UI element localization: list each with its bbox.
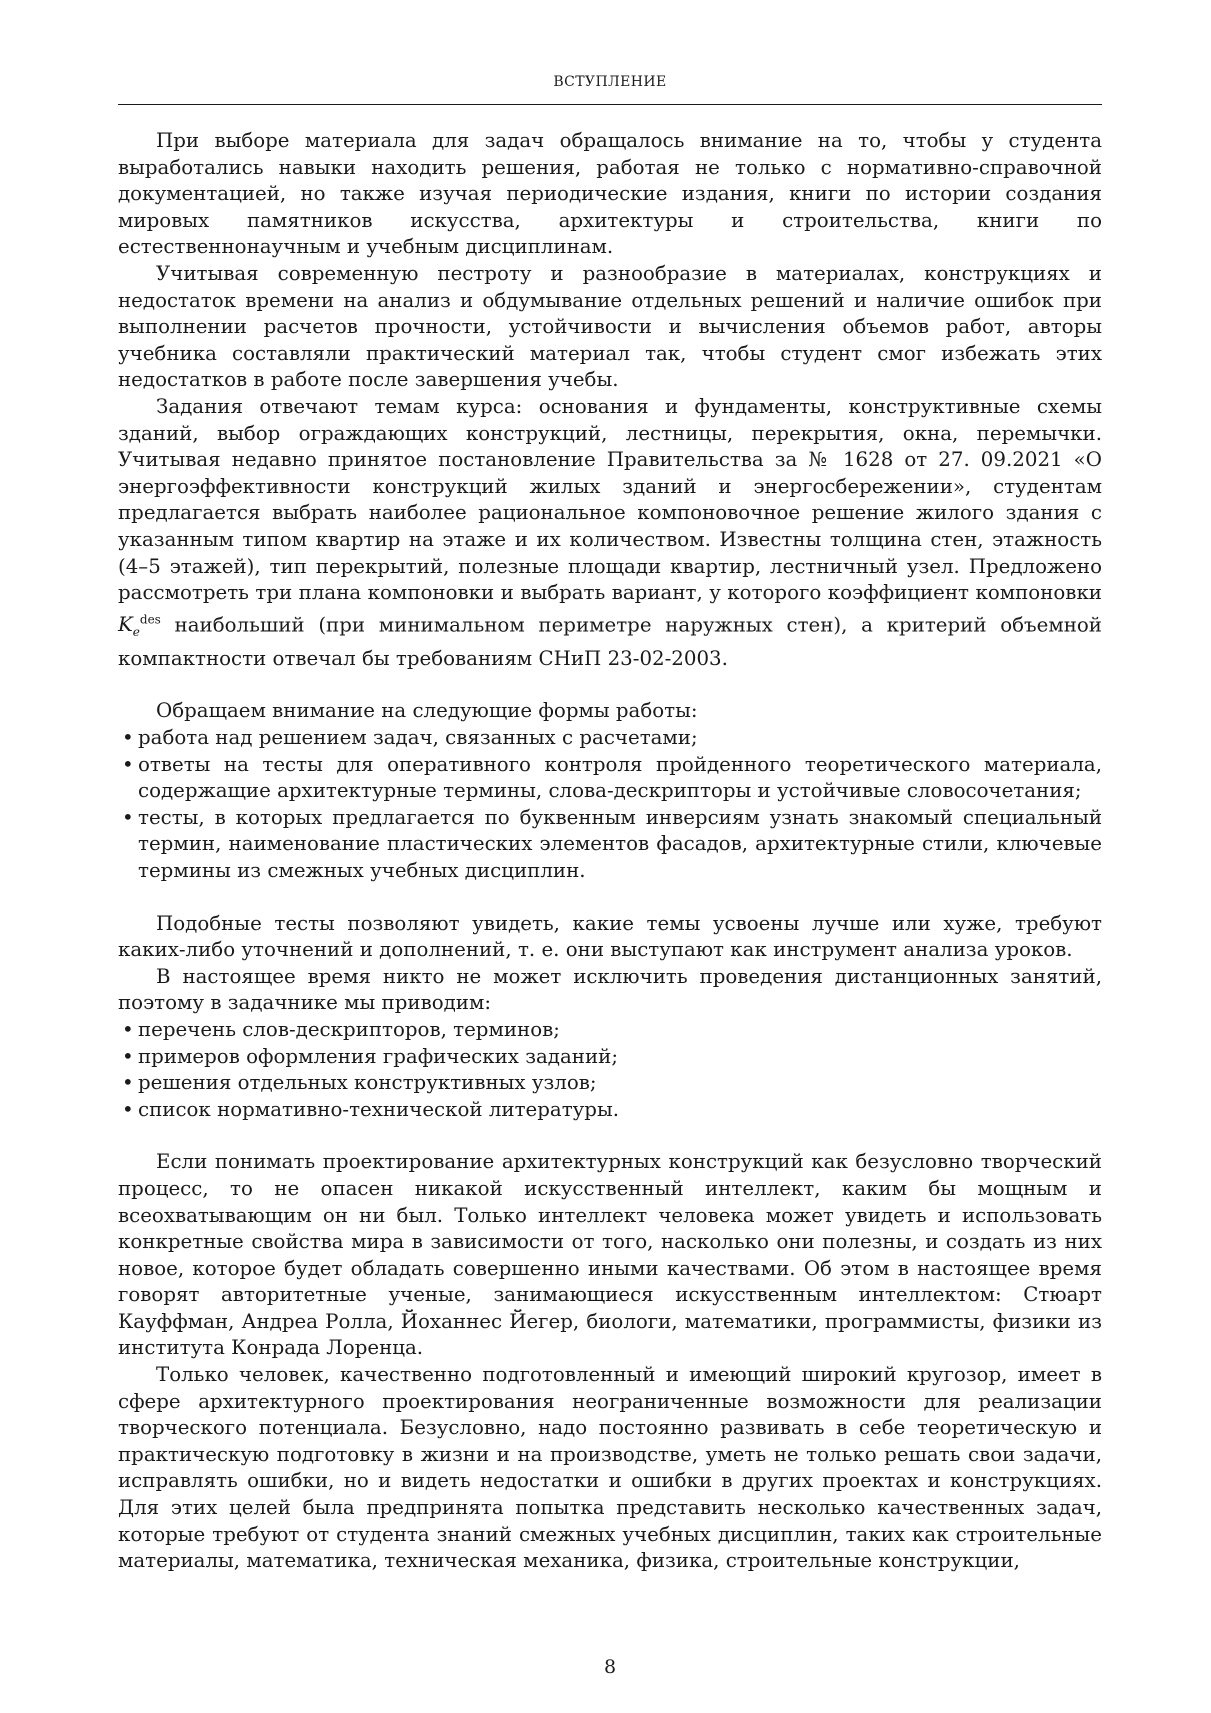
list-item: • работа над решением задач, связанных с расчетами; [118, 725, 1102, 752]
bullet-icon: • [122, 1044, 134, 1068]
paragraph-6: В настоящее время никто не может исключить проведения дистанционных занятий, поэтому в задачнике мы приводим: [118, 964, 1102, 1015]
list-item: • ответы на тесты для оперативного контроля пройденного теоретического материала, содержащие архитектурные термины, слова-дескрипторы и устойчивые словосочетания; [122, 752, 1102, 803]
coefficient-superscript: des [139, 612, 161, 627]
work-forms-list [118, 725, 1102, 885]
paragraph-7: Если понимать проектирование архитектурных конструкций как безусловно творческий процесс, то не опасен никакой искусственный интеллект, каким бы мощным и всеохватывающим он ни был. Только интеллект человека может увидеть и использовать конкретные свойства мира в зависимости от того, насколько они полезны, и создать из них новое, которое будет обладать совершенно иными качествами. Об этом в настоящее время говорят авторитетные ученые, занимающиеся искусственным интеллектом: Стюарт Кауффман, Андреа Ролла, Йоханнес Йегер, биологи, математики, программисты, физики из института Конрада Лоренца. [118, 1150, 1102, 1360]
bullet-icon: • [122, 805, 134, 829]
paragraph-3 [118, 394, 1102, 672]
list-item: • примеров оформления графических заданий; [118, 1044, 1102, 1071]
paragraph-5: Подобные тесты позволяют увидеть, какие темы усвоены лучше или хуже, требуют каких-либо уточнений и дополнений, т. е. они выступают как инструмент анализа уроков. [118, 911, 1102, 962]
bullet-icon: • [122, 726, 134, 750]
paragraph-2: Учитывая современную пестроту и разнообразие в материалах, конструкциях и недостаток времени на анализ и обдумывание отдельных решений и наличие ошибок при выполнении расчетов прочности, устойчивости и вычисления объемов работ, авторы учебника составляли практический материал так, чтобы студент смог избежать этих недостатков в работе после завершения учебы. [118, 261, 1102, 392]
bullet-icon: • [122, 1071, 134, 1095]
materials-list [118, 1017, 1102, 1123]
running-header: ВСТУПЛЕНИЕ [553, 74, 667, 90]
bullet-icon: • [122, 1097, 134, 1121]
paragraph-8: Только человек, качественно подготовленный и имеющий широкий кругозор, имеет в сфере архитектурного проектирования неограниченные возможности для реализации творческого потенциала. Безусловно, надо постоянно развивать в себе теоретическую и практическую подготовку в жизни и на производстве, уметь не только решать свои задачи, исправлять ошибки, но и видеть недостатки и ошибки в других проектах и конструкциях. Для этих целей была предпринята попытка представить несколько качественных задач, которые требуют от студента знаний смежных учебных дисциплин, таких как строительные материалы, математика, техническая механика, физика, строительные конструкции, [118, 1363, 1102, 1573]
paragraph-3-text-end: наибольший (при минимальном периметре наружных стен), а критерий объемной компактности отвечал бы требованиям СНиП 23-02-2003. [118, 613, 1102, 670]
list-item: • список нормативно-технической литературы. [118, 1097, 1102, 1124]
paragraph-1: При выборе материала для задач обращалось внимание на то, чтобы у студента выработались навыки находить решения, работая не только с нормативно-справочной документацией, но также изучая периодические издания, книги по истории создания мировых памятников искусства, архитектуры и строительства, книги по естественнонаучным и учебным дисциплинам. [118, 129, 1102, 259]
coefficient-k-des [118, 612, 161, 640]
body-text [118, 128, 1102, 1575]
coefficient-subscript: e [132, 625, 140, 640]
bullet-icon: • [122, 1017, 134, 1041]
list-item: • тесты, в которых предлагается по буквенным инверсиям узнать знакомый специальный термин, наименование пластических элементов фасадов, архитектурные стили, ключевые термины из смежных учебных дисциплин. [122, 805, 1102, 882]
coefficient-symbol: K [118, 613, 133, 637]
bullet-icon: • [122, 752, 134, 776]
list-item: • решения отдельных конструктивных узлов; [118, 1070, 1102, 1097]
list-item: • перечень слов-дескрипторов, терминов; [118, 1017, 1102, 1044]
paragraph-3-text-start: Задания отвечают темам курса: основания и фундаменты, конструктивные схемы зданий, выбор ограждающих конструкций, лестницы, перекрытия, окна, перемычки. Учитывая недавно принятое постановление Правительства за № 1628 от 27. 09.2021 «О энергоэффективности конструкций жилых зданий и энергосбережении», студентам предлагается выбрать наиболее рациональное компоновочное решение жилого здания с указанным типом квартир на этаже и их количеством. Известны толщина стен, этажность (4–5 этажей), тип перекрытий, полезные площади квартир, лестничный узел. Предложено рассмотреть три плана компоновки и выбрать вариант, у которого коэффициент компоновки [118, 394, 1102, 605]
header-divider [118, 104, 1102, 105]
paragraph-4: Обращаем внимание на следующие формы работы: [156, 699, 698, 723]
document-page [118, 0, 1102, 1713]
page-number: 8 [603, 1656, 617, 1678]
